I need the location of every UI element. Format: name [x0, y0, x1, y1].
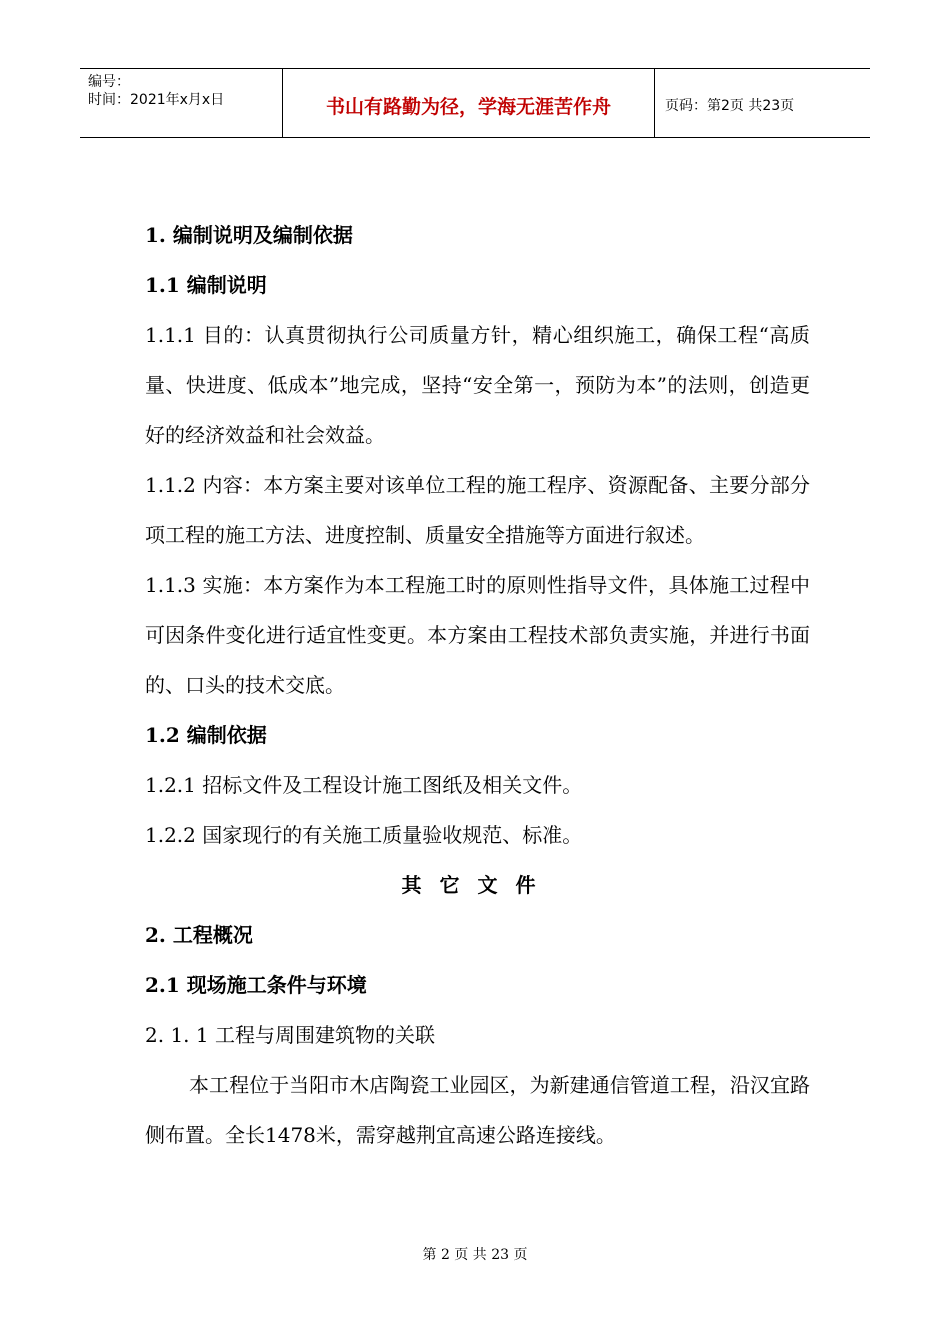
heading-2-1: 2.1 现场施工条件与环境 — [145, 973, 367, 997]
paragraph-1-1-1: 1.1.1 目的：认真贯彻执行公司质量方针，精心组织施工，确保工程“高质量、快进度、低成本”地完成，坚持“安全第一，预防为本”的法则，创造更好的经济效益和社会效益。 — [145, 323, 810, 447]
header-motto: 书山有路勤为径，学海无涯苦作舟 — [283, 69, 655, 137]
paragraph-1-2-2: 1.2.2 国家现行的有关施工质量验收规范、标准。 — [145, 823, 583, 847]
code-label: 编号： — [88, 74, 130, 90]
header-page-info: 页码：第2页 共23页 — [665, 98, 795, 114]
page-header — [80, 68, 870, 138]
section-center-title: 其它文件 — [401, 873, 554, 897]
document-body — [145, 210, 810, 1160]
paragraph-2-1-1-body: 本工程位于当阳市木店陶瓷工业园区，为新建通信管道工程，沿汉宜路侧布置。全长1478米，需穿越荆宜高速公路连接线。 — [145, 1073, 810, 1147]
page-footer: 第 2 页 共 23 页 — [422, 1247, 528, 1263]
paragraph-1-2-1: 1.2.1 招标文件及工程设计施工图纸及相关文件。 — [145, 773, 583, 797]
heading-2: 2. 工程概况 — [145, 923, 253, 947]
paragraph-1-1-3: 1.1.3 实施：本方案作为本工程施工时的原则性指导文件，具体施工过程中可因条件变化进行适宜性变更。本方案由工程技术部负责实施，并进行书面的、口头的技术交底。 — [145, 573, 810, 697]
header-meta — [80, 69, 283, 137]
heading-1: 1. 编制说明及编制依据 — [145, 223, 353, 247]
heading-1-1: 1.1 编制说明 — [145, 273, 267, 297]
paragraph-2-1-1-title: 2. 1. 1 工程与周围建筑物的关联 — [145, 1023, 435, 1047]
paragraph-1-1-2: 1.1.2 内容：本方案主要对该单位工程的施工程序、资源配备、主要分部分项工程的施工方法、进度控制、质量安全措施等方面进行叙述。 — [145, 473, 810, 547]
heading-1-2: 1.2 编制依据 — [145, 723, 267, 747]
time-label: 时间：2021年x月x日 — [88, 92, 225, 108]
